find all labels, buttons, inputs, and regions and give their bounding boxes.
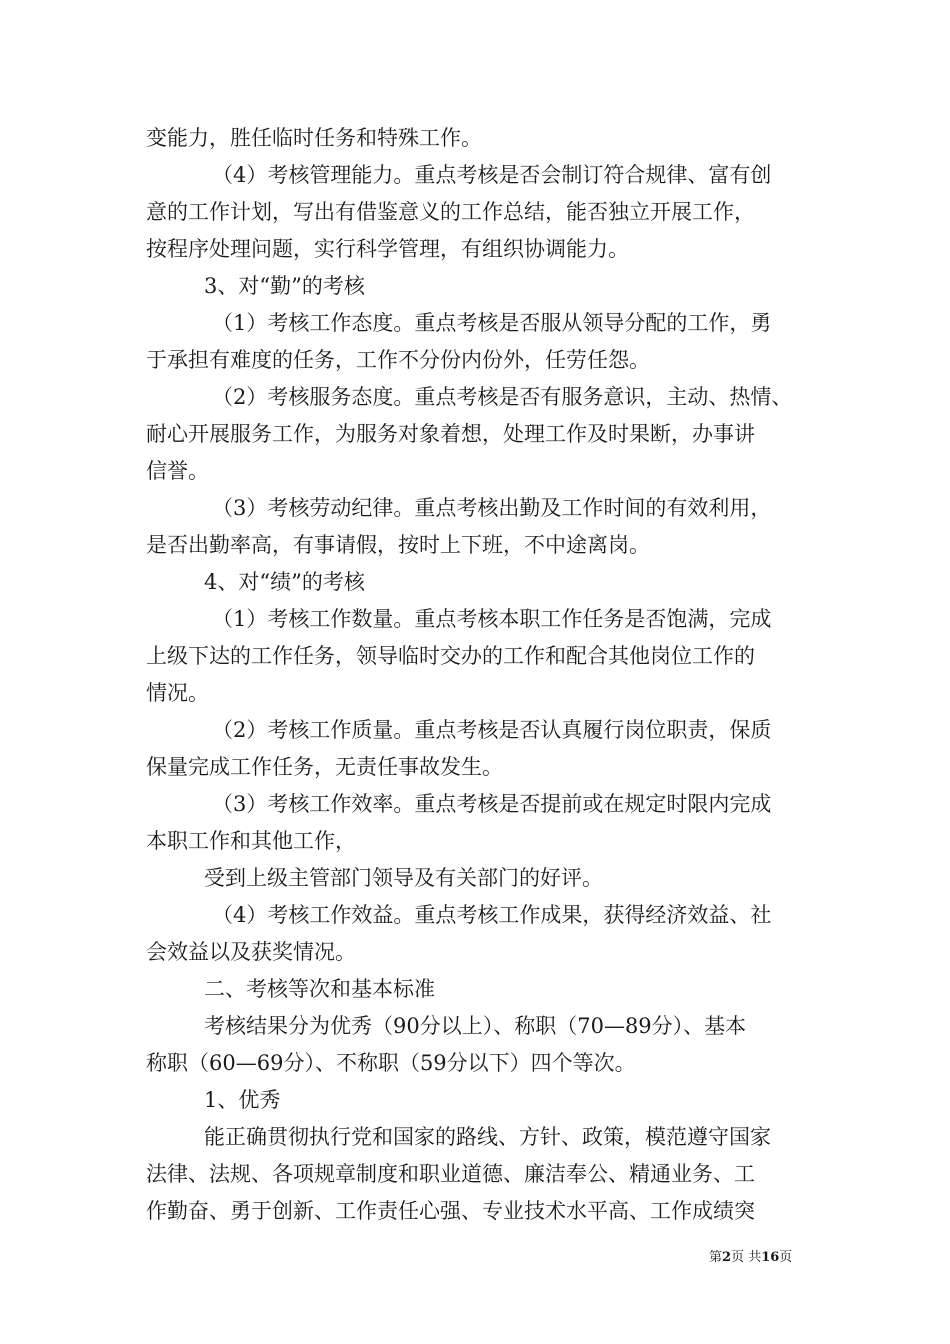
footer-page-number: 2 bbox=[722, 1250, 732, 1265]
text-line: （2）考核工作质量。重点考核是否认真履行岗位职责，保质 bbox=[212, 718, 772, 742]
section-heading: 二、考核等次和基本标准 bbox=[204, 977, 435, 1001]
footer-prefix: 第 bbox=[709, 1250, 723, 1265]
text-line: 情况。 bbox=[146, 681, 209, 705]
text-line: 称职（60—69分）、不称职（59分以下）四个等次。 bbox=[146, 1051, 636, 1075]
text-line: （1）考核工作态度。重点考核是否服从领导分配的工作，勇 bbox=[212, 311, 772, 335]
text-line: 保量完成工作任务，无责任事故发生。 bbox=[146, 755, 503, 779]
text-line: 能正确贯彻执行党和国家的路线、方针、政策，模范遵守国家 bbox=[204, 1125, 771, 1149]
text-line: （1）考核工作数量。重点考核本职工作任务是否饱满，完成 bbox=[212, 607, 772, 631]
footer-total-pages: 16 bbox=[761, 1250, 780, 1265]
text-line: 作勤奋、勇于创新、工作责任心强、专业技术水平高、工作成绩突 bbox=[146, 1199, 755, 1223]
text-line: 是否出勤率高，有事请假，按时上下班，不中途离岗。 bbox=[146, 533, 650, 557]
text-line: 上级下达的工作任务，领导临时交办的工作和配合其他岗位工作的 bbox=[146, 644, 755, 668]
text-line: 变能力，胜任临时任务和特殊工作。 bbox=[146, 126, 482, 150]
text-line: 按程序处理问题，实行科学管理，有组织协调能力。 bbox=[146, 237, 629, 261]
text-line: （4）考核管理能力。重点考核是否会制订符合规律、富有创 bbox=[212, 163, 772, 187]
section-heading: 4、对“绩”的考核 bbox=[204, 570, 365, 594]
text-line: 受到上级主管部门领导及有关部门的好评。 bbox=[204, 866, 603, 890]
text-line: （3）考核工作效率。重点考核是否提前或在规定时限内完成 bbox=[212, 792, 772, 816]
text-line: 信誉。 bbox=[146, 459, 209, 483]
text-line: 耐心开展服务工作，为服务对象着想，处理工作及时果断，办事讲 bbox=[146, 422, 755, 446]
text-line: 会效益以及获奖情况。 bbox=[146, 940, 356, 964]
text-line: 考核结果分为优秀（90分以上）、称职（70—89分）、基本 bbox=[204, 1014, 747, 1038]
text-line: （4）考核工作效益。重点考核工作成果，获得经济效益、社 bbox=[212, 903, 772, 927]
text-line: （2）考核服务态度。重点考核是否有服务意识，主动、热情、 bbox=[212, 385, 793, 409]
footer-middle: 页 共 bbox=[731, 1250, 762, 1265]
text-line: 法律、法规、各项规章制度和职业道德、廉洁奉公、精通业务、工 bbox=[146, 1162, 755, 1186]
text-line: （3）考核劳动纪律。重点考核出勤及工作时间的有效利用， bbox=[212, 496, 772, 520]
text-line: 本职工作和其他工作， bbox=[146, 829, 356, 853]
footer-suffix: 页 bbox=[779, 1250, 793, 1265]
page-footer bbox=[709, 1249, 792, 1267]
text-line: 意的工作计划，写出有借鉴意义的工作总结，能否独立开展工作， bbox=[146, 200, 755, 224]
text-line: 于承担有难度的任务，工作不分份内份外，任劳任怨。 bbox=[146, 348, 650, 372]
section-heading: 3、对“勤”的考核 bbox=[204, 274, 365, 298]
section-heading: 1、优秀 bbox=[204, 1088, 281, 1112]
